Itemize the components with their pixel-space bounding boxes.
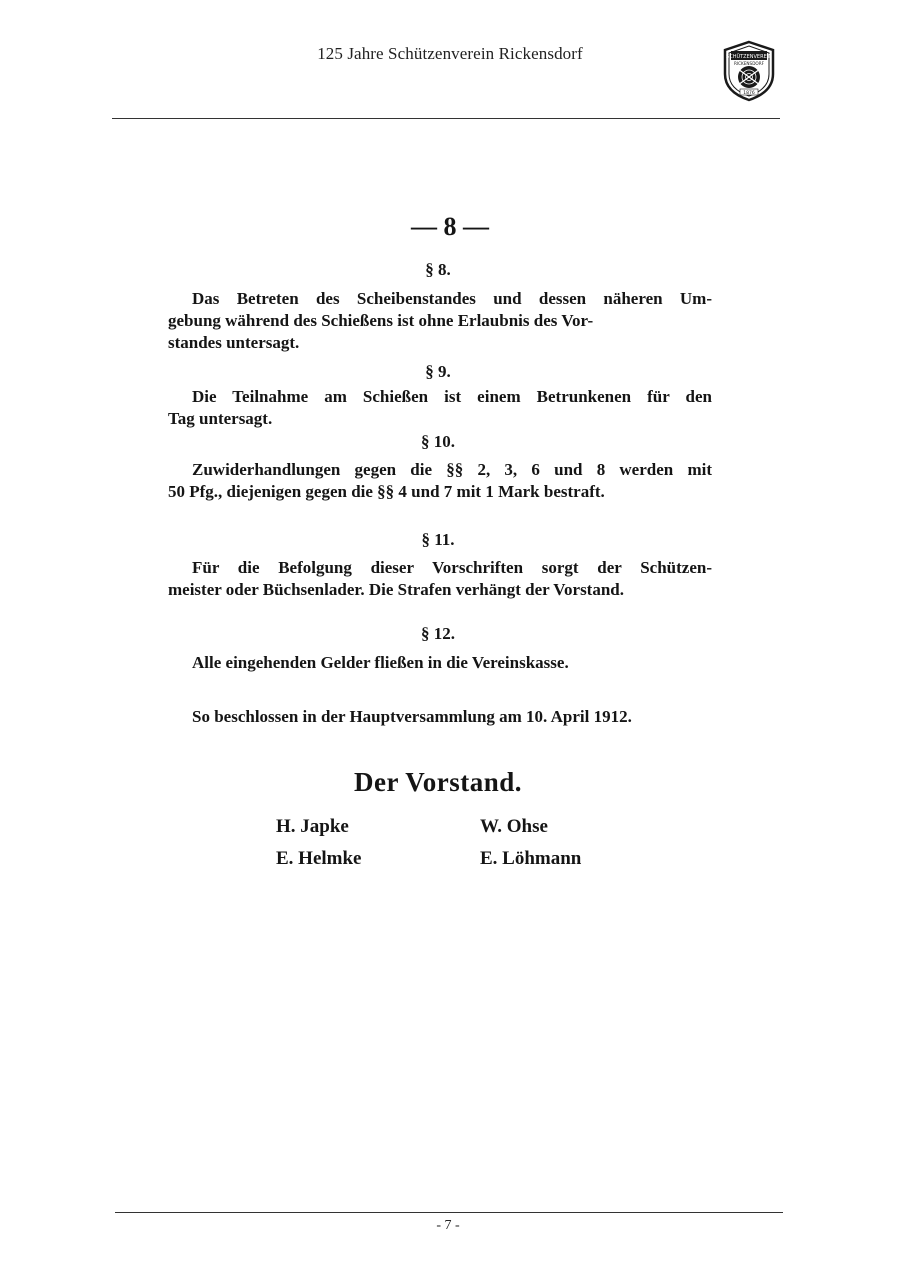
section-text (168, 288, 712, 354)
section-first-line: Für die Befolgung dieser Vorschriften sorgt der Schützen- (192, 558, 712, 577)
header-divider (112, 118, 780, 119)
section-text (168, 386, 712, 430)
section-heading: § 11. (421, 530, 455, 549)
footer-divider (115, 1212, 783, 1213)
section-rest-lines: gebung während des Schießens ist ohne Erlaubnis des Vor- standes untersagt. (168, 311, 594, 352)
section-text (168, 652, 712, 674)
header-title: 125 Jahre Schützenverein Rickensdorf (317, 44, 583, 63)
section-heading: § 9. (425, 362, 451, 381)
resolution-line: So beschlossen in der Hauptversammlung am 10. April 1912. (192, 707, 632, 726)
section-rest-lines: Tag untersagt. (168, 409, 273, 428)
section-first-line: Die Teilnahme am Schießen ist einem Betrunkenen für den (192, 387, 712, 406)
section-heading: § 8. (425, 260, 451, 279)
shooting-club-emblem-icon (720, 40, 778, 102)
page-number: - 7 - (436, 1218, 460, 1233)
signer-name: E. Löhmann (480, 848, 582, 869)
section-text (168, 557, 712, 601)
signer-name: E. Helmke (276, 848, 362, 869)
svg-text:SCHÜTZENVEREIN: SCHÜTZENVEREIN (726, 54, 772, 60)
section-first-line: Das Betreten des Scheibenstandes und dessen näheren Um- (192, 289, 712, 308)
svg-text:1876: 1876 (743, 91, 755, 96)
section-heading: § 12. (421, 624, 455, 643)
section-first-line: Zuwiderhandlungen gegen die §§ 2, 3, 6 und 8 werden mit (192, 460, 712, 479)
signer-name: W. Ohse (480, 816, 548, 837)
svg-text:RICKENSDORF: RICKENSDORF (733, 61, 765, 66)
section-heading: § 10. (421, 432, 455, 451)
resolution-text (168, 706, 712, 728)
signer-name: H. Japke (276, 816, 349, 837)
section-text (168, 459, 712, 503)
section-rest-lines: meister oder Büchsenlader. Die Strafen verhängt der Vorstand. (168, 580, 625, 599)
original-page-marker: — 8 — (411, 212, 489, 241)
section-first-line: Alle eingehenden Gelder fließen in die Vereinskasse. (192, 653, 569, 672)
board-title: Der Vorstand. (353, 767, 523, 797)
section-rest-lines: 50 Pfg., diejenigen gegen die §§ 4 und 7 mit 1 Mark bestraft. (168, 482, 605, 501)
